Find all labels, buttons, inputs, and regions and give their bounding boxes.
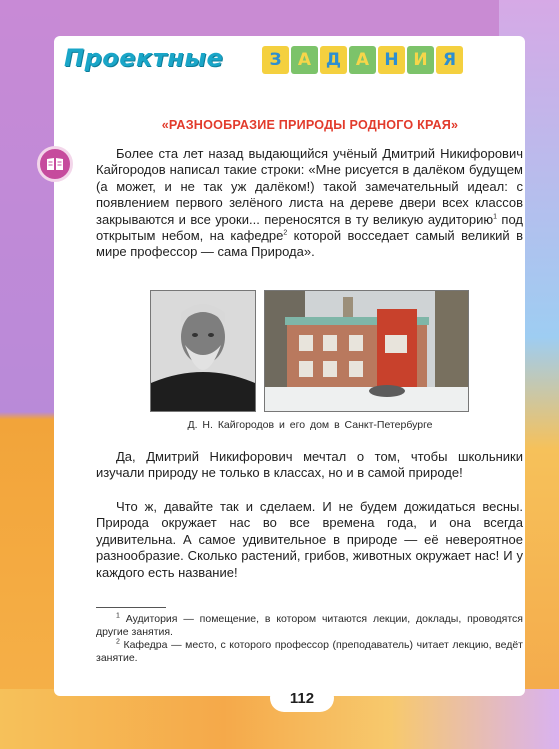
paragraph-nature: Что ж, давайте так и сделаем. И не будем дожидаться весны. Природа окружает нас во все времена года, и она всегда удивительна. А самое удивительное в природе — её невероятное разнообразие. Сколько растений, грибов, животных окружает нас! И у каждого есть название! xyxy=(96,499,523,580)
header-tiles xyxy=(262,46,463,74)
paragraph-text: под открытым небом, на кафедре xyxy=(96,211,523,244)
portrait-photo xyxy=(150,290,256,412)
page-number: 112 xyxy=(270,684,334,712)
footnote-ref: 1 xyxy=(493,213,498,221)
header-tile: Д xyxy=(320,46,347,74)
header-tile: А xyxy=(349,46,376,74)
paragraph-text: которой восседает самый великий в мире профессор — сама Природа». xyxy=(96,228,523,260)
house-photo xyxy=(264,290,469,412)
footnote-number: 2 xyxy=(116,638,120,646)
header-title: Проектные xyxy=(64,44,224,72)
header-tile: Н xyxy=(378,46,405,74)
header-tile: Я xyxy=(436,46,463,74)
footnote-text: Аудитория — помещение, в котором читаются лекции, доклады, проводятся другие занятия. xyxy=(96,613,523,638)
header-tile: З xyxy=(262,46,289,74)
paragraph-intro xyxy=(96,146,523,261)
footnote-text: Кафедра — место, с которого профессор (преподаватель) читает лекцию, ведёт занятие. xyxy=(96,639,523,664)
left-decor xyxy=(0,0,60,749)
header-tile: А xyxy=(291,46,318,74)
header-tile: И xyxy=(407,46,434,74)
book-icon xyxy=(37,146,73,182)
paragraph-text: Более ста лет назад выдающийся учёный Дмитрий Никифорович Кайгородов написал такие строки: «Мне рисуется в далёком будущем (а может, и не так уж далёком!) такой замечательный идеал: с появлением первого зелёного листа на дереве двери всех классов закрываются и все уроки... переносятся в ту великую аудиторию xyxy=(96,146,523,227)
footnote-divider xyxy=(96,607,166,608)
footnote-ref: 2 xyxy=(283,229,288,237)
footnote-1 xyxy=(96,613,523,639)
footnote-number: 1 xyxy=(116,612,120,620)
page-header xyxy=(54,42,525,80)
paragraph-dream: Да, Дмитрий Никифорович мечтал о том, чтобы школьники изучали природу не только в классах, но и в самой природе! xyxy=(96,449,523,481)
section-heading: «РАЗНООБРАЗИЕ ПРИРОДЫ РОДНОГО КРАЯ» xyxy=(161,118,459,132)
figure-caption: Д. Н. Кайгородов и его дом в Санкт-Петербурге xyxy=(187,419,433,431)
footnote-2 xyxy=(96,639,523,665)
